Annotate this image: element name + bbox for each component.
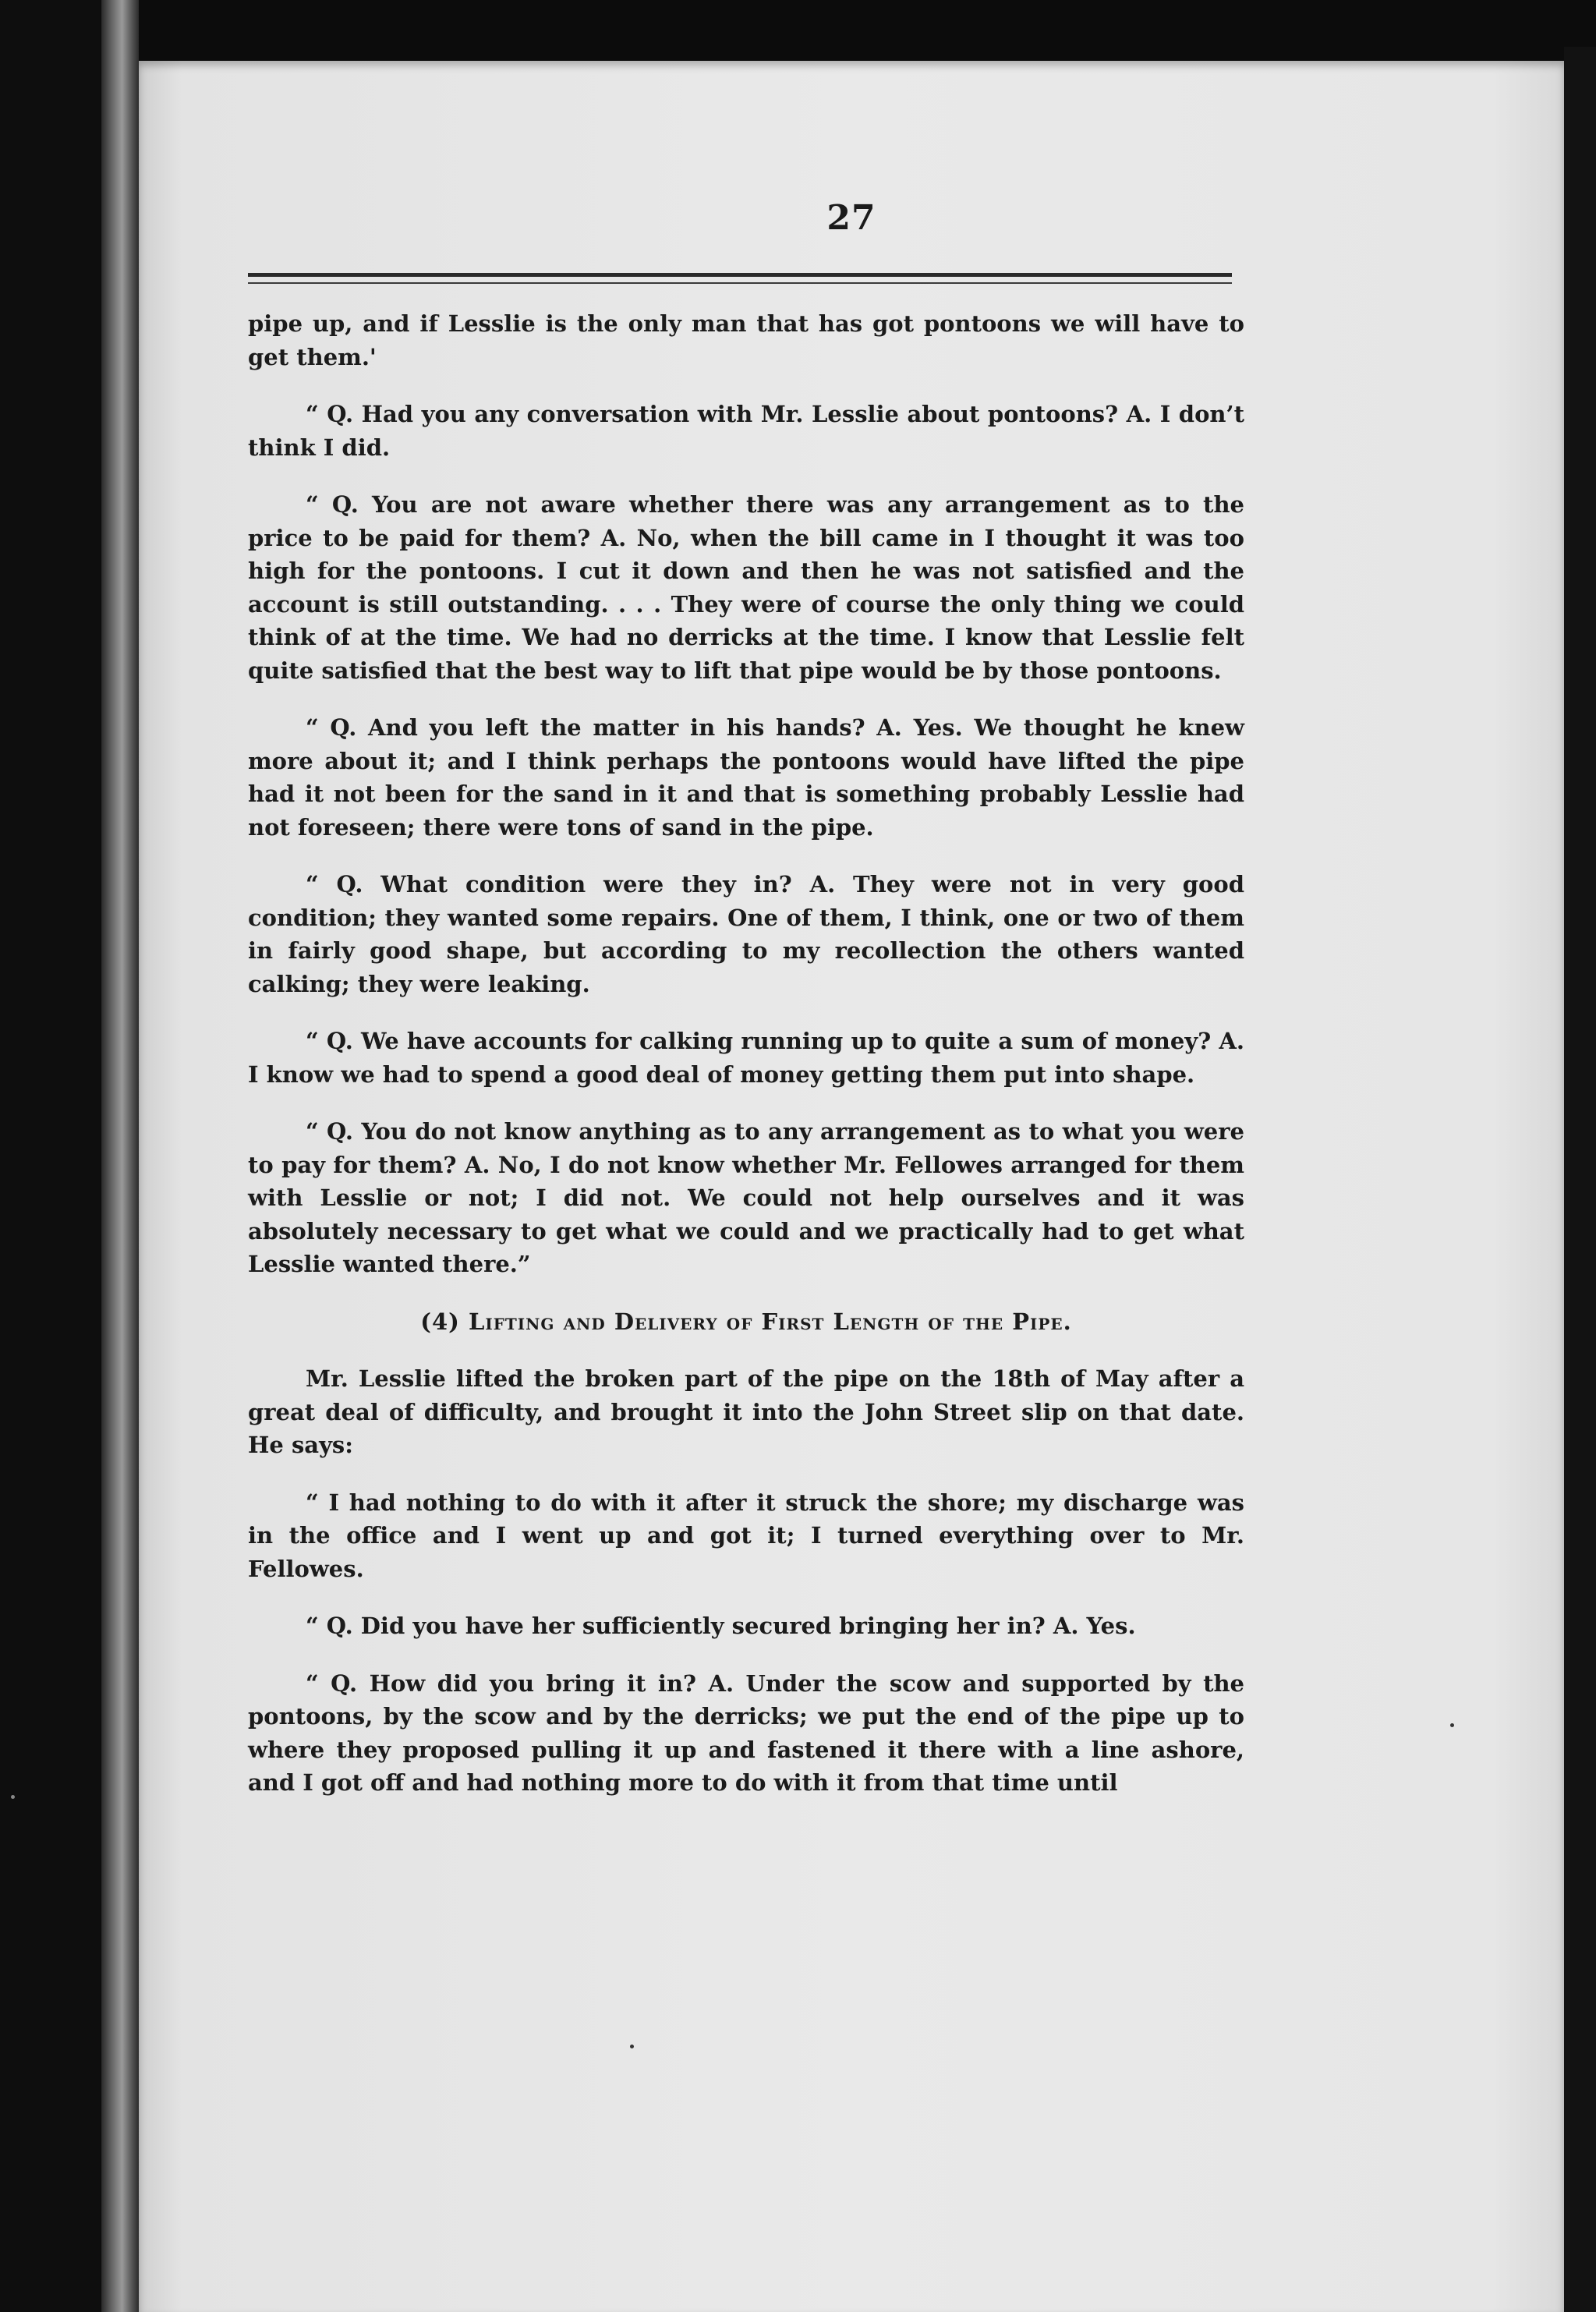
paragraph-testimony: “ Q. We have accounts for calking running up to quite a sum of money? A. I know we had to spend a good deal of money getting them put into shape. <box>248 1028 1244 1088</box>
scan-background-left <box>0 0 101 2312</box>
paragraph-testimony: “ Q. Had you any conversation with Mr. Lesslie about pontoons? A. I don’t think I did. <box>248 401 1244 461</box>
scan-speck <box>1450 1723 1454 1727</box>
scan-background-right <box>1564 47 1596 2312</box>
body-text <box>248 307 1244 1824</box>
paragraph-continuation: pipe up, and if Lesslie is the only man that has got pontoons we will have to get them.' <box>248 310 1244 370</box>
paragraph-testimony: “ I had nothing to do with it after it struck the shore; my discharge was in the office and I went up and got it; I turned everything over to Mr. Fellowes. <box>248 1489 1244 1582</box>
paragraph-narrative: Mr. Lesslie lifted the broken part of the pipe on the 18th of May after a great deal of difficulty, and brought it into the John Street slip on that date. He says: <box>248 1365 1244 1458</box>
paragraph-testimony: “ Q. And you left the matter in his hands? A. Yes. We thought he knew more about it; and I think perhaps the pontoons would have lifted the pipe had it not been for the sand in it and that is something probably Lesslie had not foreseen; there were tons of sand in the pipe. <box>248 714 1244 841</box>
paragraph-testimony: “ Q. What condition were they in? A. They were not in very good condition; they wanted some repairs. One of them, I think, one or two of them in fairly good shape, but according to my recollection the others wanted calking; they were leaking. <box>248 871 1244 997</box>
section-heading: (4) Lifting and Delivery of First Length of the Pipe. <box>420 1308 1072 1335</box>
page-number: 27 <box>826 198 876 238</box>
paragraph-testimony: “ Q. You are not aware whether there was any arrangement as to the price to be paid for them? A. No, when the bill came in I thought it was too high for the pontoons. I cut it down and then he was not satisfied and the account is still outstanding. . . . They were of course the only thing we could think of at the time. We had no derricks at the time. I know that Lesslie felt quite satisfied that the best way to lift that pipe would be by those pontoons. <box>248 491 1244 684</box>
document-page <box>139 61 1564 2312</box>
paragraph-testimony: “ Q. You do not know anything as to any arrangement as to what you were to pay for them? A. No, I do not know whether Mr. Fellowes arranged for them with Lesslie or not; I did not. We could not help ourselves and it was absolutely necessary to get what we could and we practically had to get what Lesslie wanted there.” <box>248 1118 1244 1277</box>
scan-speck <box>11 1795 15 1799</box>
paragraph-testimony: “ Q. Did you have her sufficiently secured bringing her in? A. Yes. <box>306 1613 1136 1639</box>
book-spine-edge <box>101 0 139 2312</box>
scan-speck <box>630 2045 634 2048</box>
header-rule-thin <box>248 282 1232 284</box>
paragraph-testimony: “ Q. How did you bring it in? A. Under the scow and supported by the pontoons, by the scow and by the derricks; we put the end of the pipe up to where they proposed pulling it up and fastened it there with a line ashore, and I got off and had nothing more to do with it from that time until <box>248 1669 1244 1796</box>
header-rule-thick <box>248 273 1232 277</box>
